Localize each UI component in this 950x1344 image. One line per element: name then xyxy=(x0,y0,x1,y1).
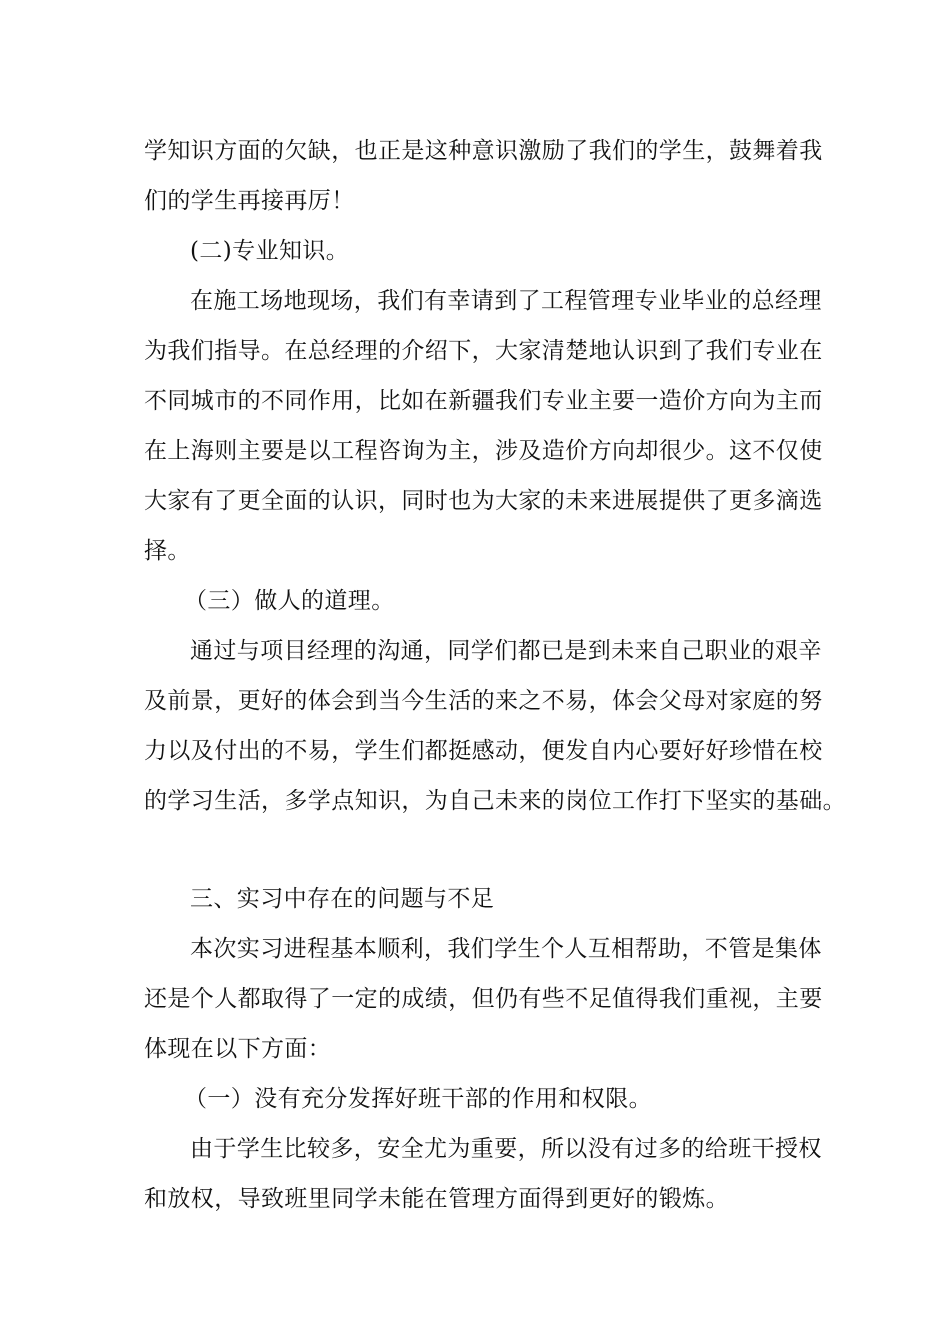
body-text-line: 在上海则主要是以工程咨询为主，涉及造价方向却很少。这不仅使 xyxy=(144,438,823,464)
section-heading: （一）没有充分发挥好班干部的作用和权限。 xyxy=(184,1086,652,1112)
body-text-line: 为我们指导。在总经理的介绍下，大家清楚地认识到了我们专业在 xyxy=(144,338,823,364)
body-text-line: 体现在以下方面： xyxy=(144,1036,332,1062)
body-text-line: 力以及付出的不易，学生们都挺感动，便发自内心要好好珍惜在校 xyxy=(144,738,823,764)
body-text-line: 通过与项目经理的沟通，同学们都已是到未来自己职业的艰辛 xyxy=(190,638,822,664)
body-text-line: 不同城市的不同作用，比如在新疆我们专业主要一造价方向为主而 xyxy=(144,388,823,414)
body-text-line: 择。 xyxy=(144,538,191,564)
section-heading: (二)专业知识。 xyxy=(190,238,350,264)
body-text-line: 本次实习进程基本顺利，我们学生个人互相帮助，不管是集体 xyxy=(190,936,822,962)
body-text-line: 在施工场地现场，我们有幸请到了工程管理专业毕业的总经理 xyxy=(190,288,822,314)
body-text-line: 由于学生比较多，安全尤为重要，所以没有过多的给班干授权 xyxy=(190,1136,822,1162)
body-text-line: 还是个人都取得了一定的成绩，但仍有些不足值得我们重视，主要 xyxy=(144,986,823,1012)
body-text-line: 学知识方面的欠缺，也正是这种意识激励了我们的学生，鼓舞着我 xyxy=(144,138,823,164)
body-text-line: 的学习生活，多学点知识，为自己未来的岗位工作打下坚实的基础。 xyxy=(144,788,846,814)
body-text-line: 和放权，导致班里同学未能在管理方面得到更好的锻炼。 xyxy=(144,1186,729,1212)
section-heading: （三）做人的道理。 xyxy=(184,588,395,614)
body-text-line: 们的学生再接再厉！ xyxy=(144,188,355,214)
body-text-line: 大家有了更全面的认识，同时也为大家的未来进展提供了更多滴选 xyxy=(144,488,823,514)
chapter-heading: 三、实习中存在的问题与不足 xyxy=(190,886,495,912)
body-text-line: 及前景，更好的体会到当今生活的来之不易，体会父母对家庭的努 xyxy=(144,688,823,714)
